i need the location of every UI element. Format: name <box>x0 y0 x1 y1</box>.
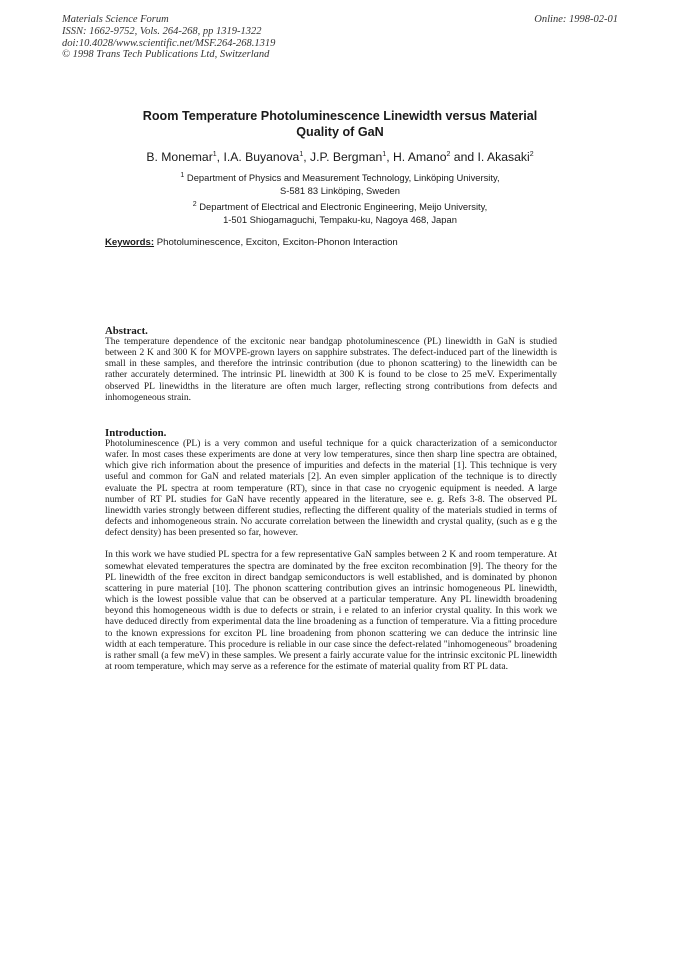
title-line-2: Quality of GaN <box>296 125 384 139</box>
affiliation-1: $^1$ Department of Physics and Measurement Technology, Linköping University, S-581 83 Linköping, Sweden <box>180 171 500 196</box>
keywords-text: Photoluminescence, Exciton, Exciton-Phonon Interaction <box>156 237 398 248</box>
doi-line[interactable]: doi:10.4028/www.scientific.net/MSF.264-268.1319 <box>62 37 276 49</box>
introduction-heading: Introduction. <box>105 427 167 439</box>
copyright-line: © 1998 Trans Tech Publications Ltd, Switzerland <box>62 49 270 61</box>
abstract-text: The temperature dependence of the excitonic near bandgap photoluminescence (PL) linewidth in GaN is studied between 2 K and 300 K for MOVPE-grown layers on sapphire substrates. The defect-induced part of the linewidth is small in these samples, and therefore the intrinsic contribution (due to phonon scattering) to the linewidth can be rather accurately determined. The intrinsic PL linewidth at 300 K is found to be close to 25 meV. Experimentally observed PL linewidths in the literature are often much larger, reflecting strong contributions from defects and inhomogeneous strain. <box>105 337 557 403</box>
affiliation-2: $^2$ Department of Electrical and Electronic Engineering, Meijo University, 1-501 Shiogamaguchi, Tempaku-ku, Nagoya 468, Japan <box>192 200 488 225</box>
paper-title <box>90 108 590 140</box>
author: J.P. Bergman$^1$, <box>310 150 393 164</box>
abstract-heading: Abstract. <box>105 325 148 337</box>
page-header <box>62 14 618 61</box>
abstract-section <box>105 325 557 404</box>
introduction-paragraph-1: Photoluminescence (PL) is a very common and useful technique for a quick characterization of a semiconductor wafer. In most cases these experiments are done at very low temperatures, since then sharp line spectra are obtained, which give rich information about the presence of impurities and defects in the material [1]. This technique is very useful and common for GaN and related materials [2]. An even simpler application of the technique is to directly evaluate the PL spectra at room temperature (RT), since in that case no cryogenic equipment is needed. A large number of RT PL studies for GaN have recently appeared in the literature, see e. g. Refs 3-8. The observed PL linewidth varies strongly between different studies, reflecting the different quality of the materials studied in terms of defects and inhomogeneous strain. No accurate correlation between the linewidth and crystal quality, (such as e g the defect density) has been presented so far, however. <box>105 439 557 539</box>
author: I. Akasaki$^2$ <box>477 150 534 164</box>
issn-line: ISSN: 1662-9752, Vols. 264-268, pp 1319-1322 <box>62 25 262 37</box>
introduction-paragraph-2: In this work we have studied PL spectra for a few representative GaN samples between 2 K and room temperature. At somewhat elevated temperatures the spectra are dominated by the free exciton recombination [9]. The theory for the PL linewidth of the free exciton in direct bandgap semiconductors is well established, and is dominated by phonon scattering in pure material [10]. The phonon scattering contribution gives an intrinsic homogeneous PL linewidth, which is the lowest possible value that can be observed at a particular temperature. Any PL linewidth broadening beyond this homogeneous width is due to defects or strain, i e related to an inferior crystal quality. In this work we have deduced directly from experimental data the line broadening as a function of temperature. Via a fitting procedure to the known expressions for exciton PL line broadening from phonon scattering we can deduce the intrinsic line width at each temperature. This procedure is reliable in our case since the defect-related "inhomogeneous" broadening is rather small (a few meV) in these samples. We present a fairly accurate value for the intrinsic excitonic PL linewidth at room temperature, which may serve as a reference for the estimate of material quality from RT PL data. <box>105 550 557 672</box>
keywords <box>105 237 585 248</box>
author: H. Amano$^2$ and <box>392 150 478 164</box>
author: B. Monemar$^1$, <box>146 150 224 164</box>
keywords-label: Keywords: <box>105 237 155 248</box>
journal-name: Materials Science Forum <box>62 14 169 25</box>
author-list <box>90 150 590 164</box>
introduction-section <box>105 427 557 673</box>
title-line-1: Room Temperature Photoluminescence Linewidth versus Material <box>142 109 538 123</box>
author: I.A. Buyanova$^1$, <box>223 150 311 164</box>
online-date: Online: 1998-02-01 <box>534 14 618 25</box>
